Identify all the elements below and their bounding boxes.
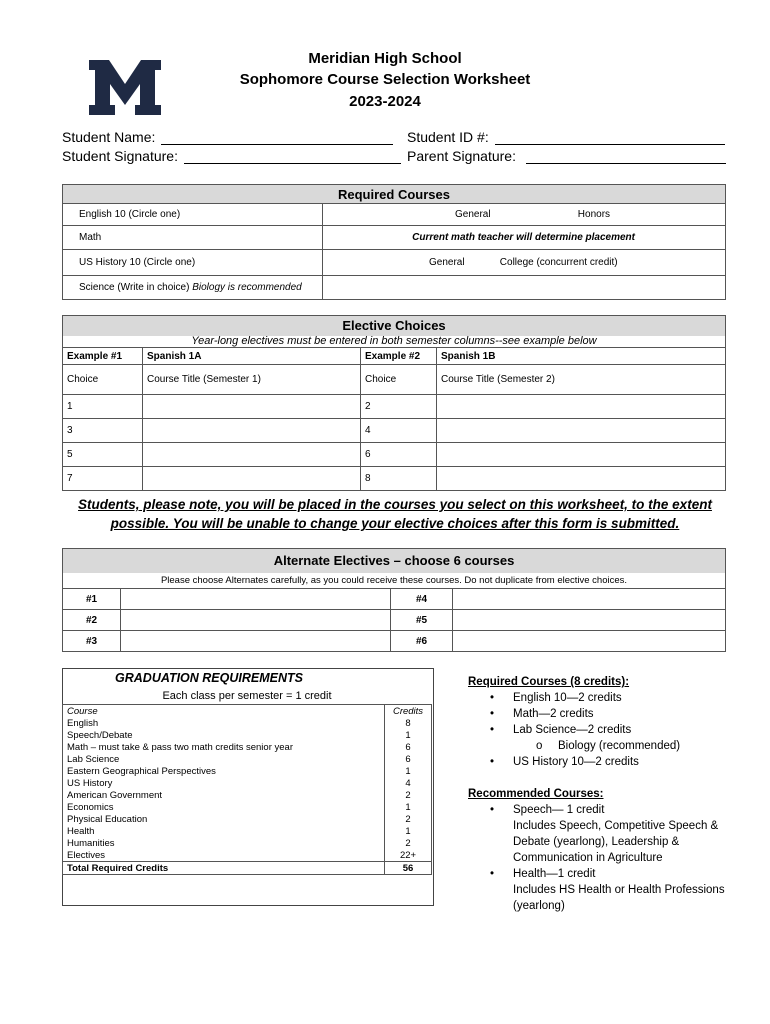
grad-course-header: Course <box>63 705 385 718</box>
student-signature-row <box>62 148 401 164</box>
elective-choice-number: 7 <box>63 467 143 491</box>
elective-example-row <box>63 348 726 365</box>
table-row <box>63 729 432 741</box>
grad-credits: 6 <box>385 753 432 765</box>
grad-credits: 22+ <box>385 849 432 862</box>
bullet-icon: • <box>490 724 495 736</box>
student-id-row <box>407 129 725 145</box>
elective-choices-heading: Elective Choices <box>63 316 726 336</box>
alternate-number: #3 <box>63 631 121 652</box>
list-item-text: US History 10—2 credits <box>513 756 639 768</box>
elective-choices-note: Year-long electives must be entered in both semester columns--see example below <box>63 336 726 348</box>
history-option-general[interactable]: General <box>429 257 465 268</box>
required-science-label: Science (Write in choice) <box>79 282 190 293</box>
alternate-number: #2 <box>63 610 121 631</box>
elective-choice-number: 1 <box>63 395 143 419</box>
grad-credits: 2 <box>385 789 432 801</box>
english-option-honors[interactable]: Honors <box>577 209 611 220</box>
bullet-icon: • <box>490 708 495 720</box>
worksheet-title: Sophomore Course Selection Worksheet <box>239 71 531 88</box>
bullet-icon: • <box>490 804 495 816</box>
grad-course: Physical Education <box>63 813 385 825</box>
elective-semester2-input[interactable] <box>437 467 726 491</box>
grad-course: Speech/Debate <box>63 729 385 741</box>
required-english-label: English 10 (Circle one) <box>63 204 323 226</box>
alternate-input[interactable] <box>121 589 391 610</box>
elective-semester1-input[interactable] <box>143 467 361 491</box>
science-recommendation-note: Biology is recommended <box>192 282 302 293</box>
alternate-electives-note: Please choose Alternates carefully, as you could receive these courses. Do not duplicate from elective choices. <box>63 573 726 589</box>
example2-label: Example #2 <box>361 348 437 365</box>
required-history-label: US History 10 (Circle one) <box>63 250 323 276</box>
list-item-detail: Includes HS Health or Health Professions (yearlong) <box>513 884 725 912</box>
grad-credits-header: Credits <box>385 705 432 718</box>
school-logo <box>89 60 161 115</box>
table-row <box>63 825 432 837</box>
recommended-courses-list <box>468 802 758 914</box>
elective-semester2-input[interactable] <box>437 443 726 467</box>
list-item <box>468 690 758 706</box>
list-item <box>468 866 758 914</box>
list-item-text: Math—2 credits <box>513 708 594 720</box>
student-name-row <box>62 129 393 145</box>
bullet-icon: • <box>490 756 495 768</box>
list-item-title: Speech— 1 credit <box>513 804 605 816</box>
grad-course: American Government <box>63 789 385 801</box>
table-row <box>63 837 432 849</box>
list-item-text: Lab Science—2 credits <box>513 724 632 736</box>
grad-header-row <box>63 705 432 718</box>
elective-header-row <box>63 365 726 395</box>
elective-choice-number: 5 <box>63 443 143 467</box>
choice-col-header-1: Choice <box>63 365 143 395</box>
alternate-number: #6 <box>391 631 453 652</box>
graduation-requirements-subtitle: Each class per semester = 1 credit <box>162 690 332 702</box>
table-row <box>63 777 432 789</box>
list-item-text: English 10—2 credits <box>513 692 622 704</box>
elective-row <box>63 443 726 467</box>
elective-row <box>63 467 726 491</box>
required-row-history <box>63 250 726 276</box>
history-option-college[interactable]: College (concurrent credit) <box>499 257 618 268</box>
table-row <box>63 849 432 862</box>
elective-row <box>63 419 726 443</box>
math-placement-note: Current math teacher will determine placement <box>323 226 726 250</box>
parent-signature-row <box>407 148 726 164</box>
list-item <box>468 722 758 738</box>
table-row <box>63 801 432 813</box>
school-year: 2023-2024 <box>349 93 421 110</box>
elective-row <box>63 395 726 419</box>
alternate-row <box>63 631 726 652</box>
elective-semester2-input[interactable] <box>437 395 726 419</box>
circle-bullet-icon: o <box>536 740 543 752</box>
student-id-field[interactable] <box>495 130 725 145</box>
list-item <box>468 706 758 722</box>
grad-credits: 8 <box>385 717 432 729</box>
grad-course: US History <box>63 777 385 789</box>
alternate-input[interactable] <box>453 589 726 610</box>
elective-semester1-input[interactable] <box>143 419 361 443</box>
elective-choice-number: 2 <box>361 395 437 419</box>
grad-course: Humanities <box>63 837 385 849</box>
grad-credits: 1 <box>385 729 432 741</box>
grad-course: Health <box>63 825 385 837</box>
elective-choice-number: 6 <box>361 443 437 467</box>
school-name: Meridian High School <box>308 50 462 67</box>
recommended-courses-heading: Recommended Courses: <box>468 788 604 800</box>
english-option-general[interactable]: General <box>455 209 491 220</box>
grad-course: Eastern Geographical Perspectives <box>63 765 385 777</box>
bullet-icon: • <box>490 692 495 704</box>
alternate-number: #5 <box>391 610 453 631</box>
example1-label: Example #1 <box>63 348 143 365</box>
table-row <box>63 765 432 777</box>
grad-total-label: Total Required Credits <box>63 862 385 875</box>
list-item-text: Biology (recommended) <box>558 740 681 752</box>
grad-credits: 1 <box>385 765 432 777</box>
elective-semester2-input[interactable] <box>437 419 726 443</box>
alternate-input[interactable] <box>121 610 391 631</box>
graduation-requirements-table <box>62 704 432 875</box>
grad-total-value: 56 <box>385 862 432 875</box>
grad-course: Economics <box>63 801 385 813</box>
grad-credits: 6 <box>385 741 432 753</box>
semester2-col-header: Course Title (Semester 2) <box>437 365 726 395</box>
table-row <box>63 813 432 825</box>
graduation-requirements-title: GRADUATION REQUIREMENTS <box>115 671 303 685</box>
elective-choice-number: 8 <box>361 467 437 491</box>
table-row <box>63 741 432 753</box>
student-name-field[interactable] <box>161 130 393 145</box>
parent-signature-field[interactable] <box>526 149 726 164</box>
list-item-title: Health—1 credit <box>513 868 596 880</box>
student-name-label: Student Name: <box>62 129 156 145</box>
elective-choices-table <box>62 315 726 491</box>
alternate-input[interactable] <box>121 631 391 652</box>
grad-credits: 4 <box>385 777 432 789</box>
example2-value: Spanish 1B <box>437 348 726 365</box>
required-row-science <box>63 276 726 300</box>
student-id-label: Student ID #: <box>407 129 489 145</box>
alternate-electives-table <box>62 548 726 652</box>
grad-credits: 2 <box>385 813 432 825</box>
list-item <box>468 738 758 754</box>
example1-value: Spanish 1A <box>143 348 361 365</box>
required-credits-heading: Required Courses (8 credits): <box>468 676 630 688</box>
table-row <box>63 717 432 729</box>
required-row-english <box>63 204 726 226</box>
choice-col-header-2: Choice <box>361 365 437 395</box>
required-courses-heading: Required Courses <box>63 185 726 204</box>
elective-choice-number: 4 <box>361 419 437 443</box>
parent-signature-label: Parent Signature: <box>407 148 516 164</box>
grad-course: English <box>63 717 385 729</box>
required-math-label: Math <box>63 226 323 250</box>
alternate-number: #1 <box>63 589 121 610</box>
list-item <box>468 754 758 770</box>
science-choice-field[interactable] <box>323 276 726 300</box>
list-item <box>468 802 758 866</box>
required-row-math <box>63 226 726 250</box>
grad-credits: 2 <box>385 837 432 849</box>
alternate-row <box>63 610 726 631</box>
table-row <box>63 789 432 801</box>
required-credits-list <box>468 690 758 770</box>
elective-semester1-input[interactable] <box>143 395 361 419</box>
grad-credits: 1 <box>385 801 432 813</box>
alternate-input[interactable] <box>453 610 726 631</box>
elective-semester1-input[interactable] <box>143 443 361 467</box>
student-signature-label: Student Signature: <box>62 148 178 164</box>
grad-credits: 1 <box>385 825 432 837</box>
grad-course: Math – must take & pass two math credits senior year <box>63 741 385 753</box>
grad-course: Electives <box>63 849 385 862</box>
alternate-number: #4 <box>391 589 453 610</box>
list-item-detail: Includes Speech, Competitive Speech & Debate (yearlong), Leadership & Communication in Agriculture <box>513 820 719 864</box>
grad-total-row <box>63 862 432 875</box>
table-row <box>63 753 432 765</box>
alternate-electives-heading: Alternate Electives – choose 6 courses <box>63 549 726 573</box>
bullet-icon: • <box>490 868 495 880</box>
credit-notes <box>468 674 758 914</box>
alternate-row <box>63 589 726 610</box>
required-courses-table <box>62 184 726 300</box>
semester1-col-header: Course Title (Semester 1) <box>143 365 361 395</box>
student-signature-field[interactable] <box>184 149 401 164</box>
grad-course: Lab Science <box>63 753 385 765</box>
logo-m-shape <box>89 60 161 115</box>
elective-choice-number: 3 <box>63 419 143 443</box>
alternate-input[interactable] <box>453 631 726 652</box>
placement-notice: Students, please note, you will be placed in the courses you select on this worksheet, to the extent possible. You will be unable to change your elective choices after this form is submitted. <box>78 497 712 531</box>
